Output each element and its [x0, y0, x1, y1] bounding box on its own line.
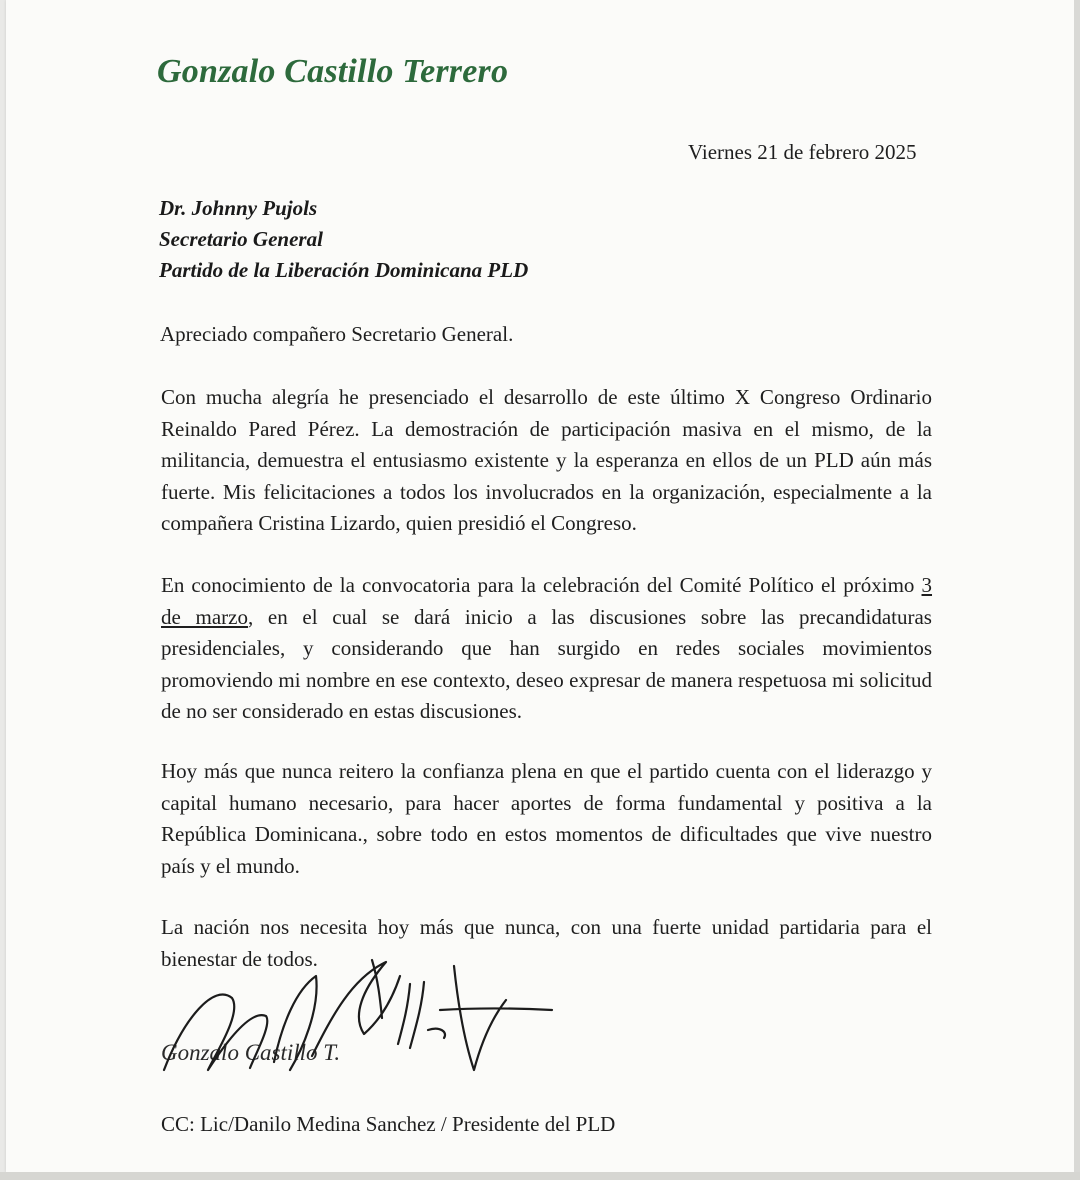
- page-right-edge: [1074, 0, 1080, 1180]
- signature-name: Gonzalo Castillo T.: [161, 1040, 341, 1065]
- body-paragraph-3: Hoy más que nunca reitero la confianza plena en que el partido cuenta con el liderazgo y capital humano necesario, para hacer aportes de forma fundamental y positiva a la República Dominicana., sobre todo en estos momentos de dificultades que vive nuestro país y el mundo.: [161, 759, 932, 878]
- paragraph-2-text-after: , en el cual se dará inicio a las discusiones sobre las precandidaturas presidenciales, y considerando que han surgido en redes sociales movimientos promoviendo mi nombre en ese contexto, deseo expresar de manera respetuosa mi solicitud de no ser considerado en estas discusiones.: [161, 604, 932, 723]
- body-paragraph-1: Con mucha alegría he presenciado el desarrollo de este último X Congreso Ordinario Reinaldo Pared Pérez. La demostración de participación masiva en el mismo, de la militancia, demuestra el entusiasmo existente y la esperanza en ellos de un PLD aún más fuerte. Mis felicitaciones a todos los involucrados en la organización, especialmente a la compañera Cristina Lizardo, quien presidió el Congreso.: [161, 385, 932, 535]
- handwritten-signature: [154, 958, 564, 1113]
- recipient-block: [159, 193, 528, 286]
- letter-page: [6, 0, 1074, 1172]
- recipient-name: Dr. Johnny Pujols: [159, 196, 318, 220]
- body-paragraph-2: [161, 570, 932, 728]
- page-bottom-edge: [0, 1172, 1080, 1180]
- letterhead-name: Gonzalo Castillo Terrero: [157, 53, 509, 90]
- salutation: Apreciado compañero Secretario General.: [160, 322, 514, 346]
- letter-date: Viernes 21 de febrero 2025: [688, 140, 917, 164]
- meeting-date: 3 de marzo: [161, 573, 933, 629]
- body-paragraph-4: La nación nos necesita hoy más que nunca, con una fuerte unidad partidaria para el bienestar de todos.: [161, 915, 932, 971]
- recipient-title: Secretario General: [159, 227, 323, 251]
- cc-line: CC: Lic/Danilo Medina Sanchez / Presidente del PLD: [161, 1112, 616, 1136]
- paragraph-2-text-before: En conocimiento de la convocatoria para la celebración del Comité Político el próximo: [161, 573, 915, 597]
- recipient-organization: Partido de la Liberación Dominicana PLD: [159, 258, 529, 282]
